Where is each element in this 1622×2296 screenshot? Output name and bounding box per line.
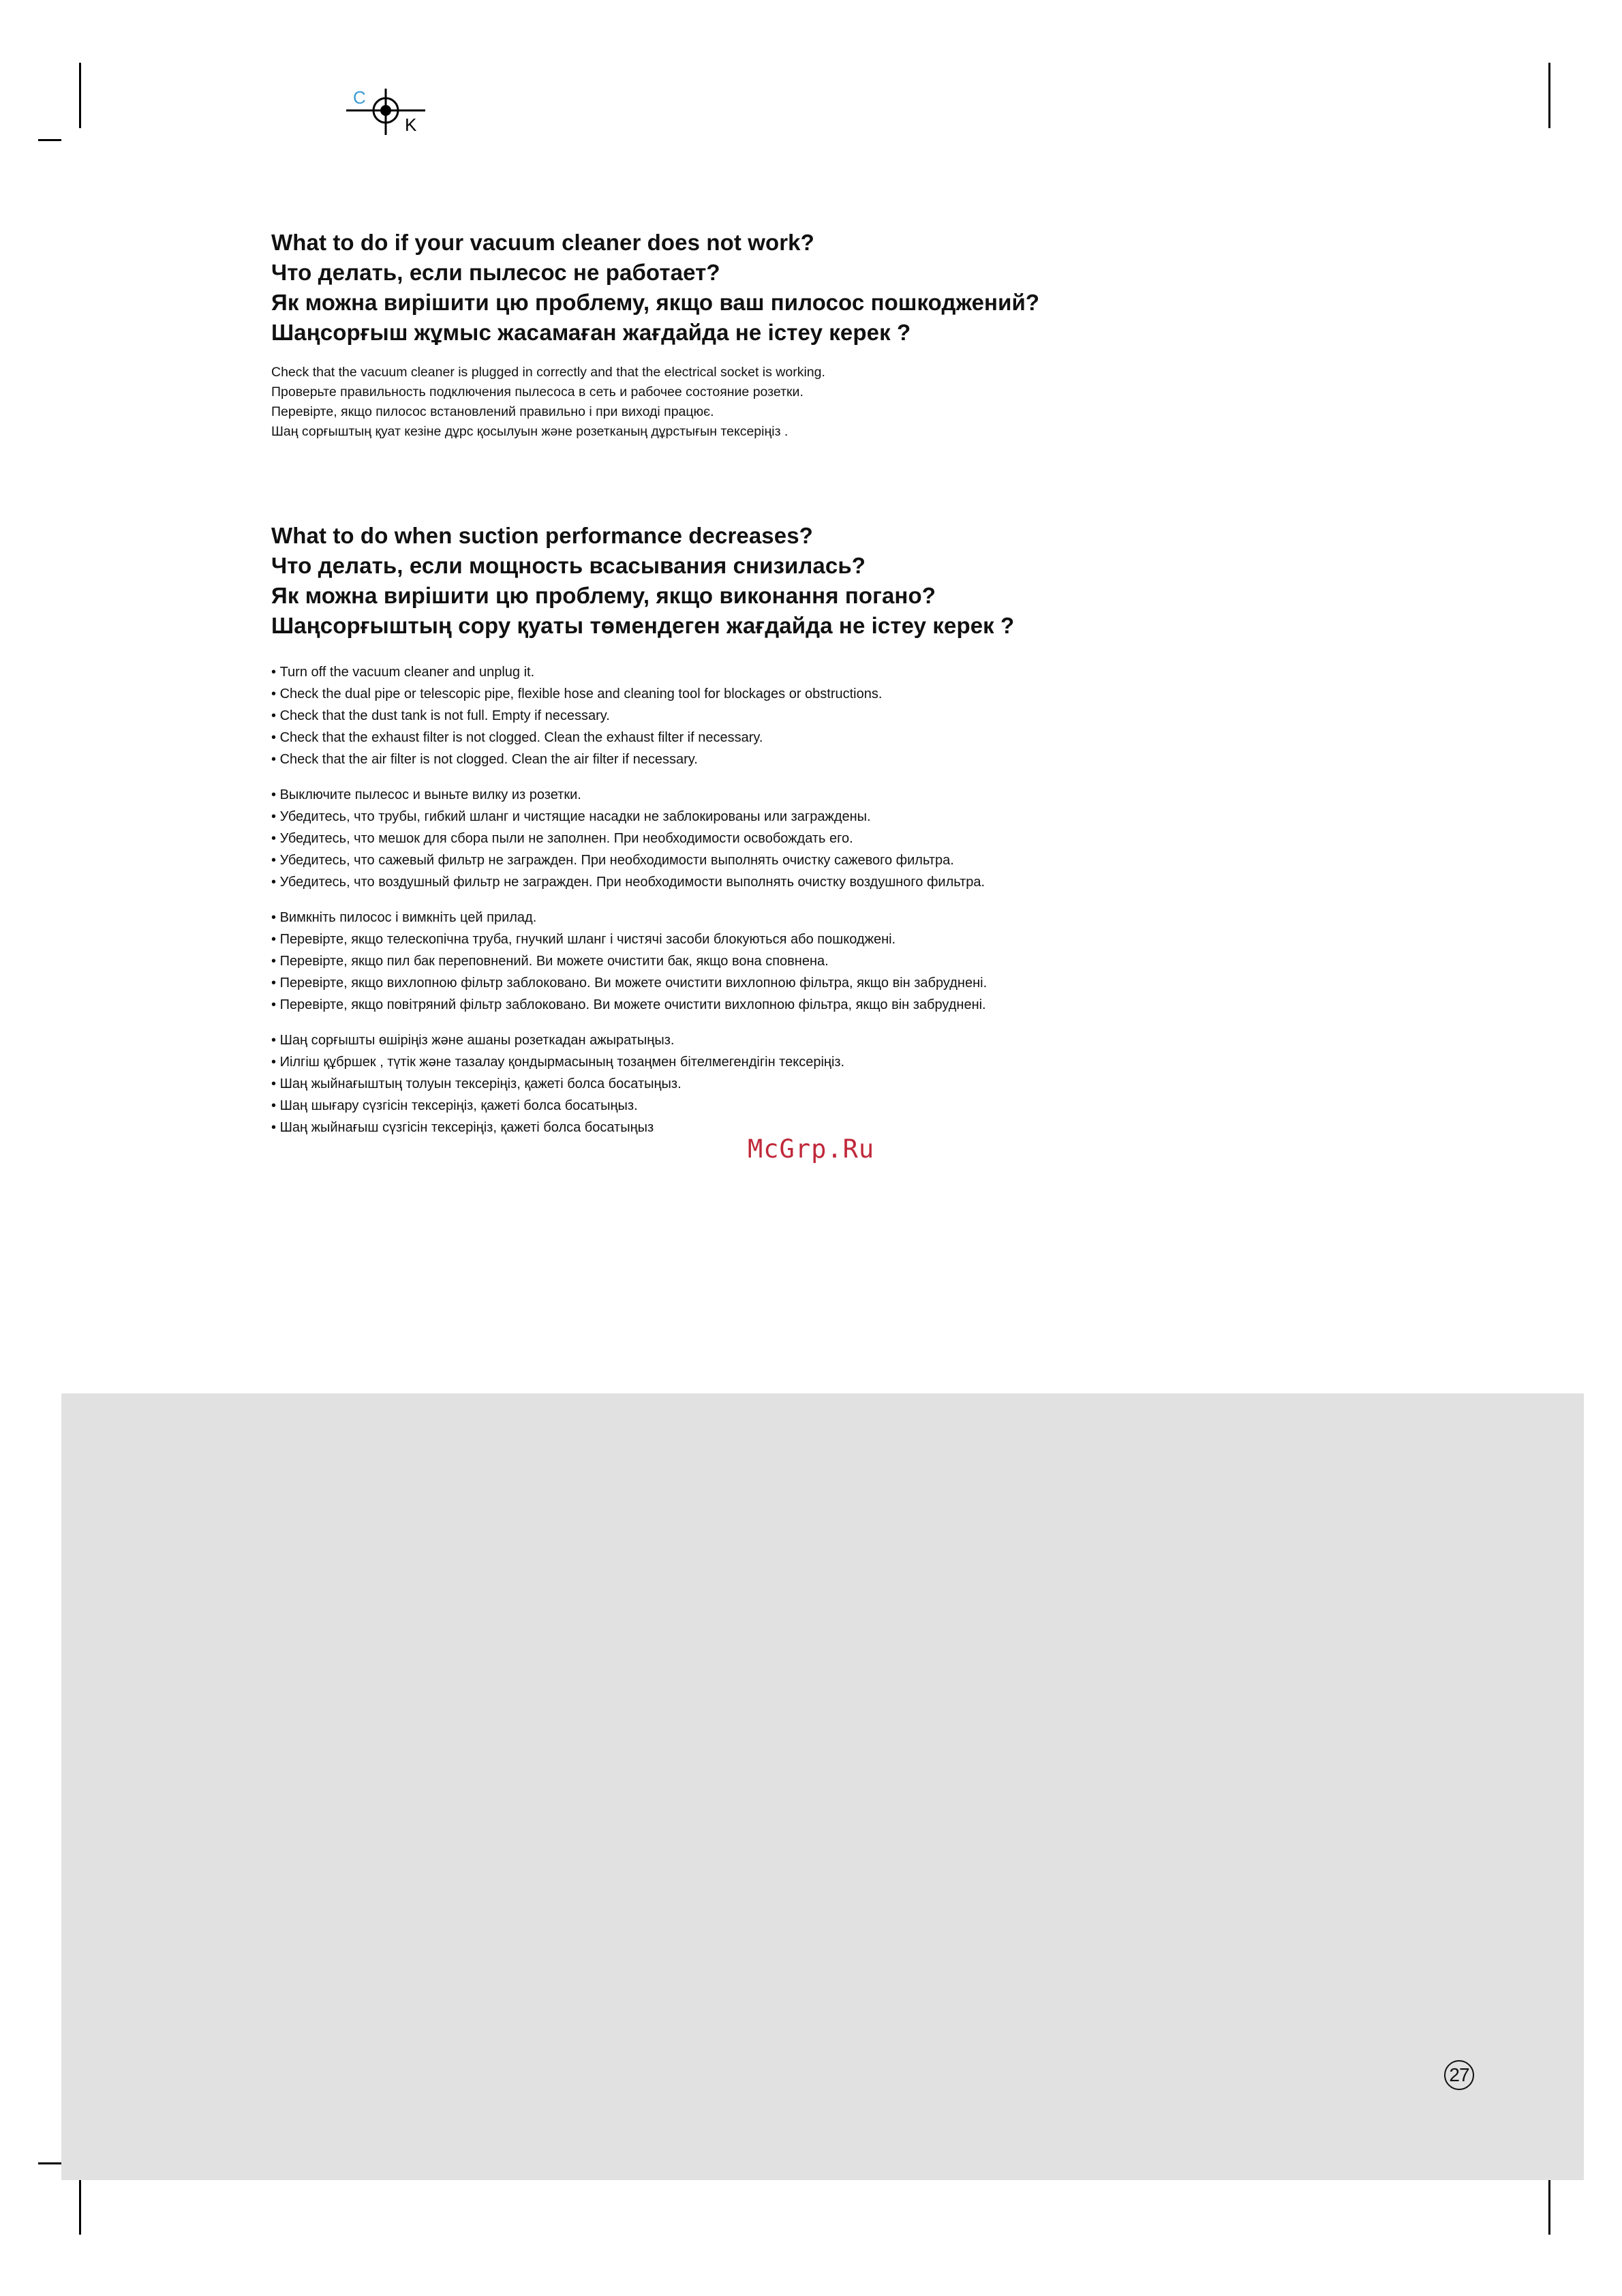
- crop-mark-top-right-vertical: [1548, 63, 1550, 128]
- watermark-link[interactable]: McGrp.Ru: [748, 1134, 875, 1164]
- bullet-list-ru: [271, 784, 1014, 893]
- crosshair-icon: [345, 87, 433, 142]
- body-line-uk: Перевірте, якщо пилосос встановлений правильно і при виході працює.: [271, 404, 714, 419]
- list-item: • Перевірте, якщо повітряний фільтр заблоковано. Ви можете очистити вихлопною фільтра, якщо він забруднені.: [271, 994, 1014, 1016]
- section-heading-en: What to do if your vacuum cleaner does not work?: [271, 230, 814, 255]
- crop-mark-bottom-left-vertical: [79, 2179, 81, 2235]
- gray-panel: [61, 1393, 1584, 2180]
- crop-mark-top-left-vertical: [79, 63, 81, 128]
- section-suction-decrease: [271, 521, 1014, 1138]
- section-heading-kk: Шаңсорғыштың сору қуаты төмендеген жағдайда не істеу керек ?: [271, 613, 1015, 638]
- registration-mark: [345, 87, 433, 142]
- list-item: • Перевірте, якщо телескопічна труба, гнучкий шланг і чистячі засоби блокуються або пошкоджені.: [271, 928, 1014, 950]
- body-line-ru: Проверьте правильность подключения пылесоса в сеть и рабочее состояние розетки.: [271, 384, 804, 399]
- crop-mark-top-left-horizontal: [38, 139, 61, 141]
- section-not-working: [271, 228, 1039, 442]
- list-item: • Шаң жыйнағыштың толуын тексеріңіз, қажеті болса босатыңыз.: [271, 1073, 1014, 1095]
- section-heading-kk: Шаңсорғыш жұмыс жасамаған жағдайда не істеу керек ?: [271, 320, 911, 345]
- list-item: • Check that the exhaust filter is not clogged. Clean the exhaust filter if necessary.: [271, 727, 1014, 749]
- list-item: • Check the dual pipe or telescopic pipe, flexible hose and cleaning tool for blockages or obstructions.: [271, 683, 1014, 705]
- registration-k-label: K: [405, 115, 417, 135]
- list-item: • Убедитесь, что сажевый фильтр не загражден. При необходимости выполнять очистку сажевого фильтра.: [271, 849, 1014, 871]
- section-heading-en: What to do when suction performance decreases?: [271, 523, 813, 548]
- section-heading-ru: Что делать, если пылесос не работает?: [271, 260, 720, 285]
- list-item: • Убедитесь, что воздушный фильтр не загражден. При необходимости выполнять очистку воздушного фильтра.: [271, 871, 1014, 893]
- list-item: • Перевірте, якщо вихлопною фільтр заблоковано. Ви можете очистити вихлопною фільтра, якщо він забруднені.: [271, 972, 1014, 994]
- page-number: 27: [1444, 2060, 1474, 2090]
- list-item: • Шаң жыйнағыш сүзгісін тексеріңіз, қажеті болса босатыңыз: [271, 1117, 1014, 1138]
- registration-c-label: C: [353, 87, 366, 108]
- list-item: • Иілгіш құбршек , түтік және тазалау қондырмасының тозаңмен бітелмегендігін тексеріңіз.: [271, 1051, 1014, 1073]
- list-item: • Шаң сорғышты өшіріңіз және ашаны розеткадан ажыратыңыз.: [271, 1029, 1014, 1051]
- list-item: • Выключите пылесос и выньте вилку из розетки.: [271, 784, 1014, 806]
- body-line-kk: Шаң сорғыштың қуат кезіне дұрс қосылуын және розетканың дұрстығын тексеріңіз .: [271, 424, 789, 439]
- crop-mark-bottom-right-vertical: [1548, 2179, 1550, 2235]
- bullet-list-kk: [271, 1029, 1014, 1138]
- list-item: • Check that the air filter is not clogged. Clean the air filter if necessary.: [271, 749, 1014, 770]
- bullet-list-uk: [271, 907, 1014, 1016]
- section-body: [271, 363, 1039, 442]
- crop-mark-bottom-left-horizontal: [38, 2162, 61, 2164]
- list-item: • Вимкніть пилосос і вимкніть цей прилад.: [271, 907, 1014, 928]
- list-item: • Turn off the vacuum cleaner and unplug it.: [271, 661, 1014, 683]
- list-item: • Шаң шығару сүзгісін тексеріңіз, қажеті болса босатыңыз.: [271, 1095, 1014, 1117]
- list-item: • Перевірте, якщо пил бак переповнений. Ви можете очистити бак, якщо вона сповнена.: [271, 950, 1014, 972]
- section-heading-uk: Як можна вирішити цю проблему, якщо виконання погано?: [271, 583, 936, 608]
- list-item: • Убедитесь, что трубы, гибкий шланг и чистящие насадки не заблокированы или заграждены.: [271, 806, 1014, 828]
- list-item: • Убедитесь, что мешок для сбора пыли не заполнен. При необходимости освобождать его.: [271, 828, 1014, 849]
- bullet-list-en: [271, 661, 1014, 770]
- list-item: • Check that the dust tank is not full. Empty if necessary.: [271, 705, 1014, 727]
- body-line-en: Check that the vacuum cleaner is plugged in correctly and that the electrical socket is working.: [271, 365, 825, 380]
- section-heading-ru: Что делать, если мощность всасывания снизилась?: [271, 553, 866, 578]
- section-heading-uk: Як можна вирішити цю проблему, якщо ваш пилосос пошкоджений?: [271, 290, 1040, 315]
